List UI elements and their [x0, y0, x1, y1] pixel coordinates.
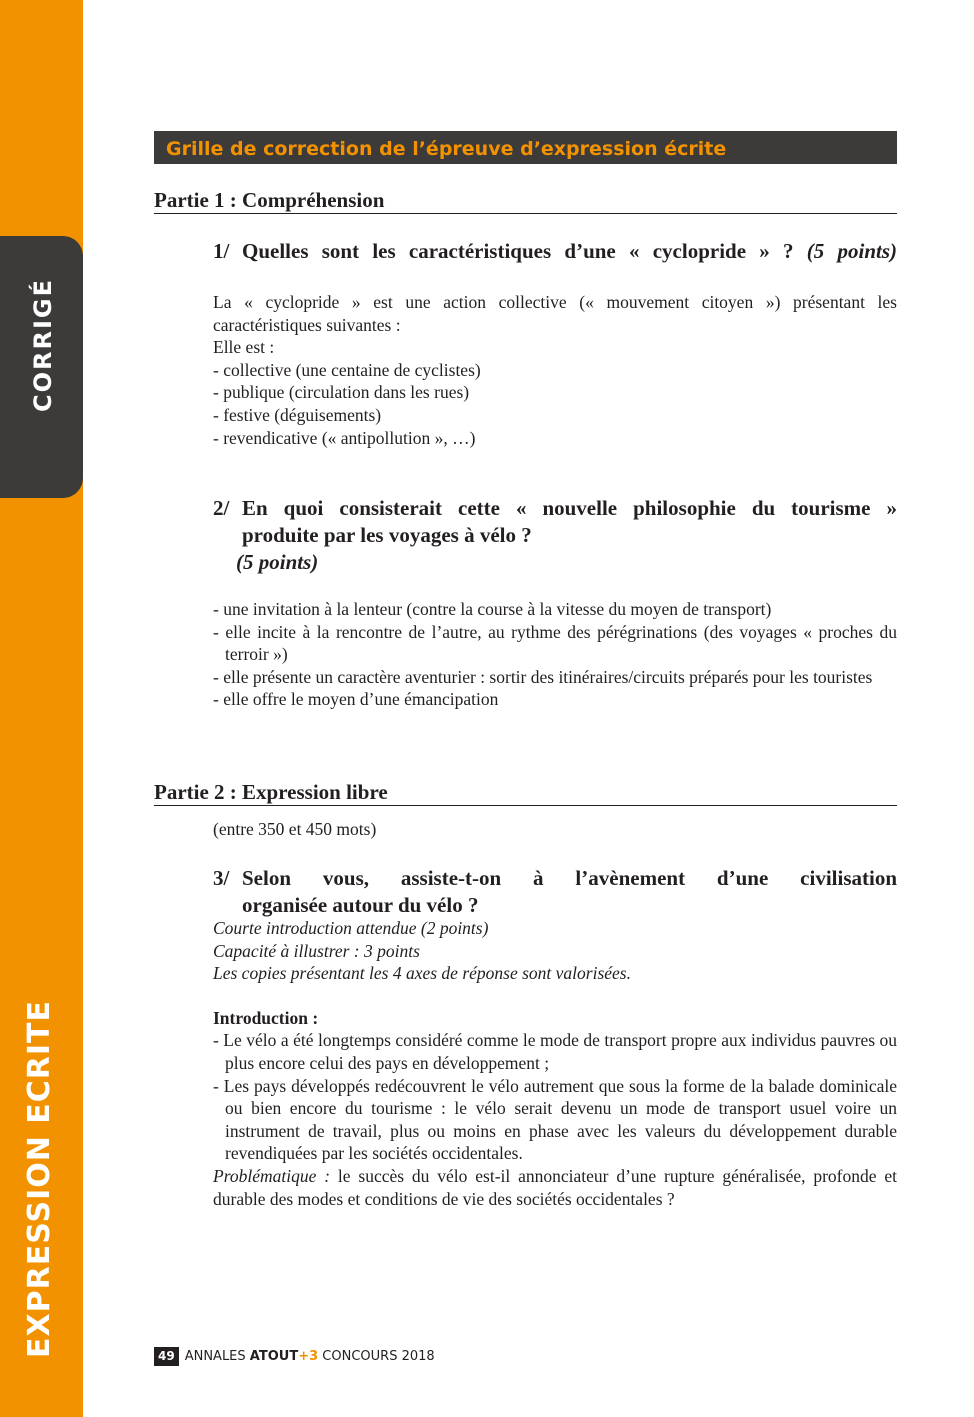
question-2-points: (5 points): [236, 550, 319, 574]
problematique: [213, 1165, 897, 1210]
word-count: (entre 350 et 450 mots): [213, 819, 377, 839]
question-3-line1: Selon vous, assiste-t-on à l’avènement d’une civilisation: [242, 866, 897, 890]
problematique-text: le succès du vélo est-il annonciateur d’une rupture généralisée, profonde et durable des modes et conditions de vie des sociétés occidentales ?: [213, 1165, 897, 1209]
introduction-heading: Introduction :: [213, 1007, 319, 1028]
answer-1-intro: La « cyclopride » est une action collective (« mouvement citoyen ») présentant les caractéristiques suivantes :: [213, 292, 897, 335]
answer-1-lead: Elle est :: [213, 337, 275, 358]
corrige-label: CORRIGÉ: [29, 278, 57, 412]
footer-annales: ANNALES: [184, 1349, 246, 1364]
list-item: - elle offre le moyen d’une émancipation: [213, 689, 499, 710]
list-item: - revendicative (« antipollution », …): [213, 427, 476, 448]
question-1-text: 1/ Quelles sont les caractéristiques d’une « cyclopride » ?: [213, 239, 794, 263]
part1-heading: Partie 1 : Compréhension: [154, 188, 897, 214]
page-title: Grille de correction de l’épreuve d’expression écrite: [154, 131, 897, 164]
page-number: 49: [154, 1347, 179, 1366]
question-2-line2: produite par les voyages à vélo ?: [242, 523, 532, 547]
note: Les copies présentant les 4 axes de réponse sont valorisées.: [213, 963, 631, 984]
list-item: - collective (une centaine de cyclistes): [213, 359, 481, 380]
list-item: - elle présente un caractère aventurier : sortir des itinéraires/circuits préparés pour les touristes: [213, 666, 873, 687]
footer-brand-plus: +3: [298, 1349, 319, 1364]
question-2: 2/ En quoi consisterait cette « nouvelle philosophie du tourisme » produite par les voyages à vélo ? (5 points): [213, 496, 897, 574]
list-item: - festive (déguisements): [213, 404, 382, 425]
list-item: - publique (circulation dans les rues): [213, 382, 470, 403]
footer: [154, 1347, 435, 1366]
section-label: EXPRESSION ECRITE: [22, 999, 57, 1358]
problematique-label: Problématique :: [213, 1165, 331, 1186]
question-3-line2: organisée autour du vélo ?: [242, 893, 479, 917]
note: Capacité à illustrer : 3 points: [213, 940, 420, 961]
answer-2: [213, 598, 897, 711]
question-1-points: (5 points): [806, 239, 898, 263]
question-3: 3/ Selon vous, assiste-t-on à l’avènement d’une civilisation organisée autour du vélo ?: [213, 866, 897, 917]
note: Courte introduction attendue (2 points): [213, 918, 489, 938]
list-item: - Le vélo a été longtemps considéré comme le mode de transport propre aux individus pauvres ou plus encore celui des pays en développement ;: [213, 1030, 897, 1073]
list-item: - Les pays développés redécouvrent le vélo autrement que sous la forme de la balade dominicale ou bien encore du tourisme : le vélo serait devenu un mode de transport usuel voire un instrument de travail, plus ou moins en phase avec les valeurs du développement durable revendiquées par les sociétés occidentales.: [213, 1075, 897, 1164]
answer-1: [213, 291, 897, 449]
footer-concours: CONCOURS 2018: [322, 1349, 435, 1364]
footer-brand: ATOUT: [249, 1349, 299, 1364]
answer-3: [213, 917, 897, 1210]
list-item: - elle incite à la rencontre de l’autre, au rythme des pérégrinations (des voyages « proches du terroir »): [213, 621, 897, 665]
question-1: [213, 238, 897, 265]
list-item: - une invitation à la lenteur (contre la course à la vitesse du moyen de transport): [213, 599, 772, 619]
question-2-line1: En quoi consisterait cette « nouvelle philosophie du tourisme »: [242, 496, 897, 520]
part2-heading: Partie 2 : Expression libre: [154, 780, 897, 806]
